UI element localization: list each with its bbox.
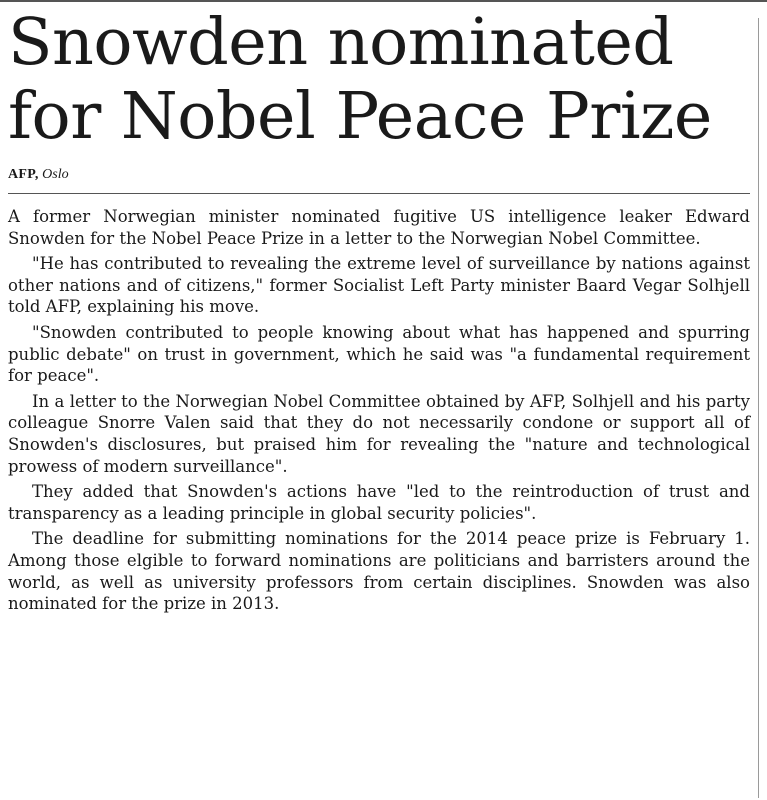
byline-agency: AFP, [8, 167, 39, 182]
headline-line-1: Snowden nominated [8, 5, 674, 80]
byline-place: Oslo [42, 167, 69, 182]
paragraph: A former Norwegian minister nominated fugitive US intelligence leaker Edward Snowden for the Nobel Peace Prize in a letter to the Norwegian Nobel Committee. [8, 207, 750, 248]
headline-divider [8, 193, 750, 194]
top-rule [0, 0, 767, 2]
paragraph: "Snowden contributed to people knowing about what has happened and spurring public debate" on trust in government, which he said was "a fundamental requirement for peace". [8, 322, 750, 386]
paragraph: In a letter to the Norwegian Nobel Committee obtained by AFP, Solhjell and his party colleague Snorre Valen said that they do not necessarily condone or support all of Snowden's disclosures, but praised him for revealing the "nature and technological prowess of modern surveillance". [8, 391, 750, 476]
column-rule [758, 18, 759, 798]
article-body [8, 206, 750, 615]
byline [8, 166, 750, 184]
headline-line-2: for Nobel Peace Prize [8, 79, 712, 154]
headline [8, 6, 750, 154]
paragraph: They added that Snowden's actions have "led to the reintroduction of trust and transparency as a leading principle in global security policies". [8, 482, 750, 523]
news-article [8, 6, 750, 619]
paragraph: The deadline for submitting nominations for the 2014 peace prize is February 1. Among those elgible to forward nominations are politicians and barristers around the world, as well as university professors from certain disciplines. Snowden was also nominated for the prize in 2013. [8, 529, 750, 614]
paragraph: "He has contributed to revealing the extreme level of surveillance by nations against other nations and of citizens," former Socialist Left Party minister Baard Vegar Solhjell told AFP, explaining his move. [8, 254, 750, 317]
